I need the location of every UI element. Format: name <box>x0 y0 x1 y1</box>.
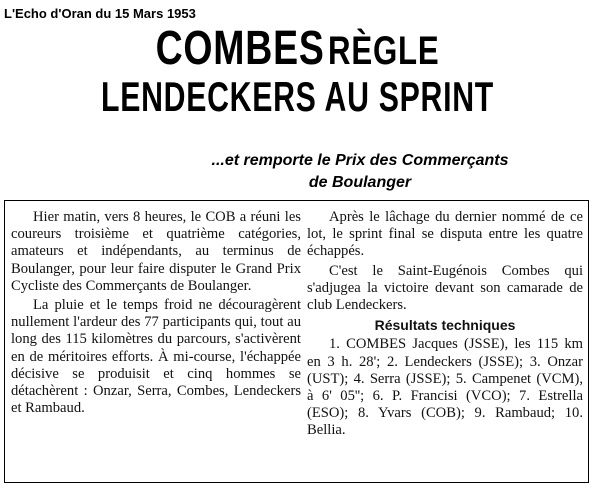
headline <box>0 24 595 120</box>
article-paragraph: Hier matin, vers 8 heures, le COB a réuni les coureurs troisième et quatrième catégories, amateurs et indépendants, au terminus de Boulanger, pour leur faire disputer le Grand Prix Cycliste des Commerçants de Boulanger. <box>11 209 301 294</box>
headline-line-1 <box>65 24 529 74</box>
results-text: 1. COMBES Jacques (JSSE), les 115 km en 3 h. 28'; 2. Lendeckers (JSSE); 3. Onzar (UST); 4. Serra (JSSE); 5. Campenet (VCM), à 6' 05''; 6. P. Francisi (VCO); 7. Estrella (ESO); 8. Yvars (COB); 9. Rambaud; 10. Bellia. <box>307 336 583 439</box>
results-heading: Résultats techniques <box>374 317 516 334</box>
article-paragraph: La pluie et le temps froid ne découragèrent nullement l'ardeur des 77 participants qui, tout au long des 115 kilomètres du parcours, s'activèrent en de méritoires efforts. À mi-course, l'échappée décisive se produisit et cinq hommes se détachèrent : Onzar, Serra, Combes, Lendeckers et Rambaud. <box>11 297 301 417</box>
article-column-left <box>11 209 301 417</box>
article-column-right <box>307 209 583 440</box>
headline-word-combes: COMBES <box>155 22 325 75</box>
article-paragraph: Après le lâchage du dernier nommé de ce lot, le sprint final se disputa entre les quatre échappés. <box>307 209 583 260</box>
article-frame <box>4 200 589 483</box>
article-paragraph: C'est le Saint-Eugénois Combes qui s'adjugea la victoire devant son camarade de club Lendeckers. <box>307 262 583 314</box>
headline-word-regle: RÈGLE <box>328 29 440 73</box>
headline-line-2: LENDECKERS AU SPRINT <box>100 73 494 120</box>
subheadline <box>150 150 570 194</box>
subheadline-line-2: de Boulanger <box>308 174 412 191</box>
subheadline-line-1: ...et remporte le Prix des Commerçants <box>211 152 509 169</box>
source-line: L'Echo d'Oran du 15 Mars 1953 <box>4 6 196 21</box>
